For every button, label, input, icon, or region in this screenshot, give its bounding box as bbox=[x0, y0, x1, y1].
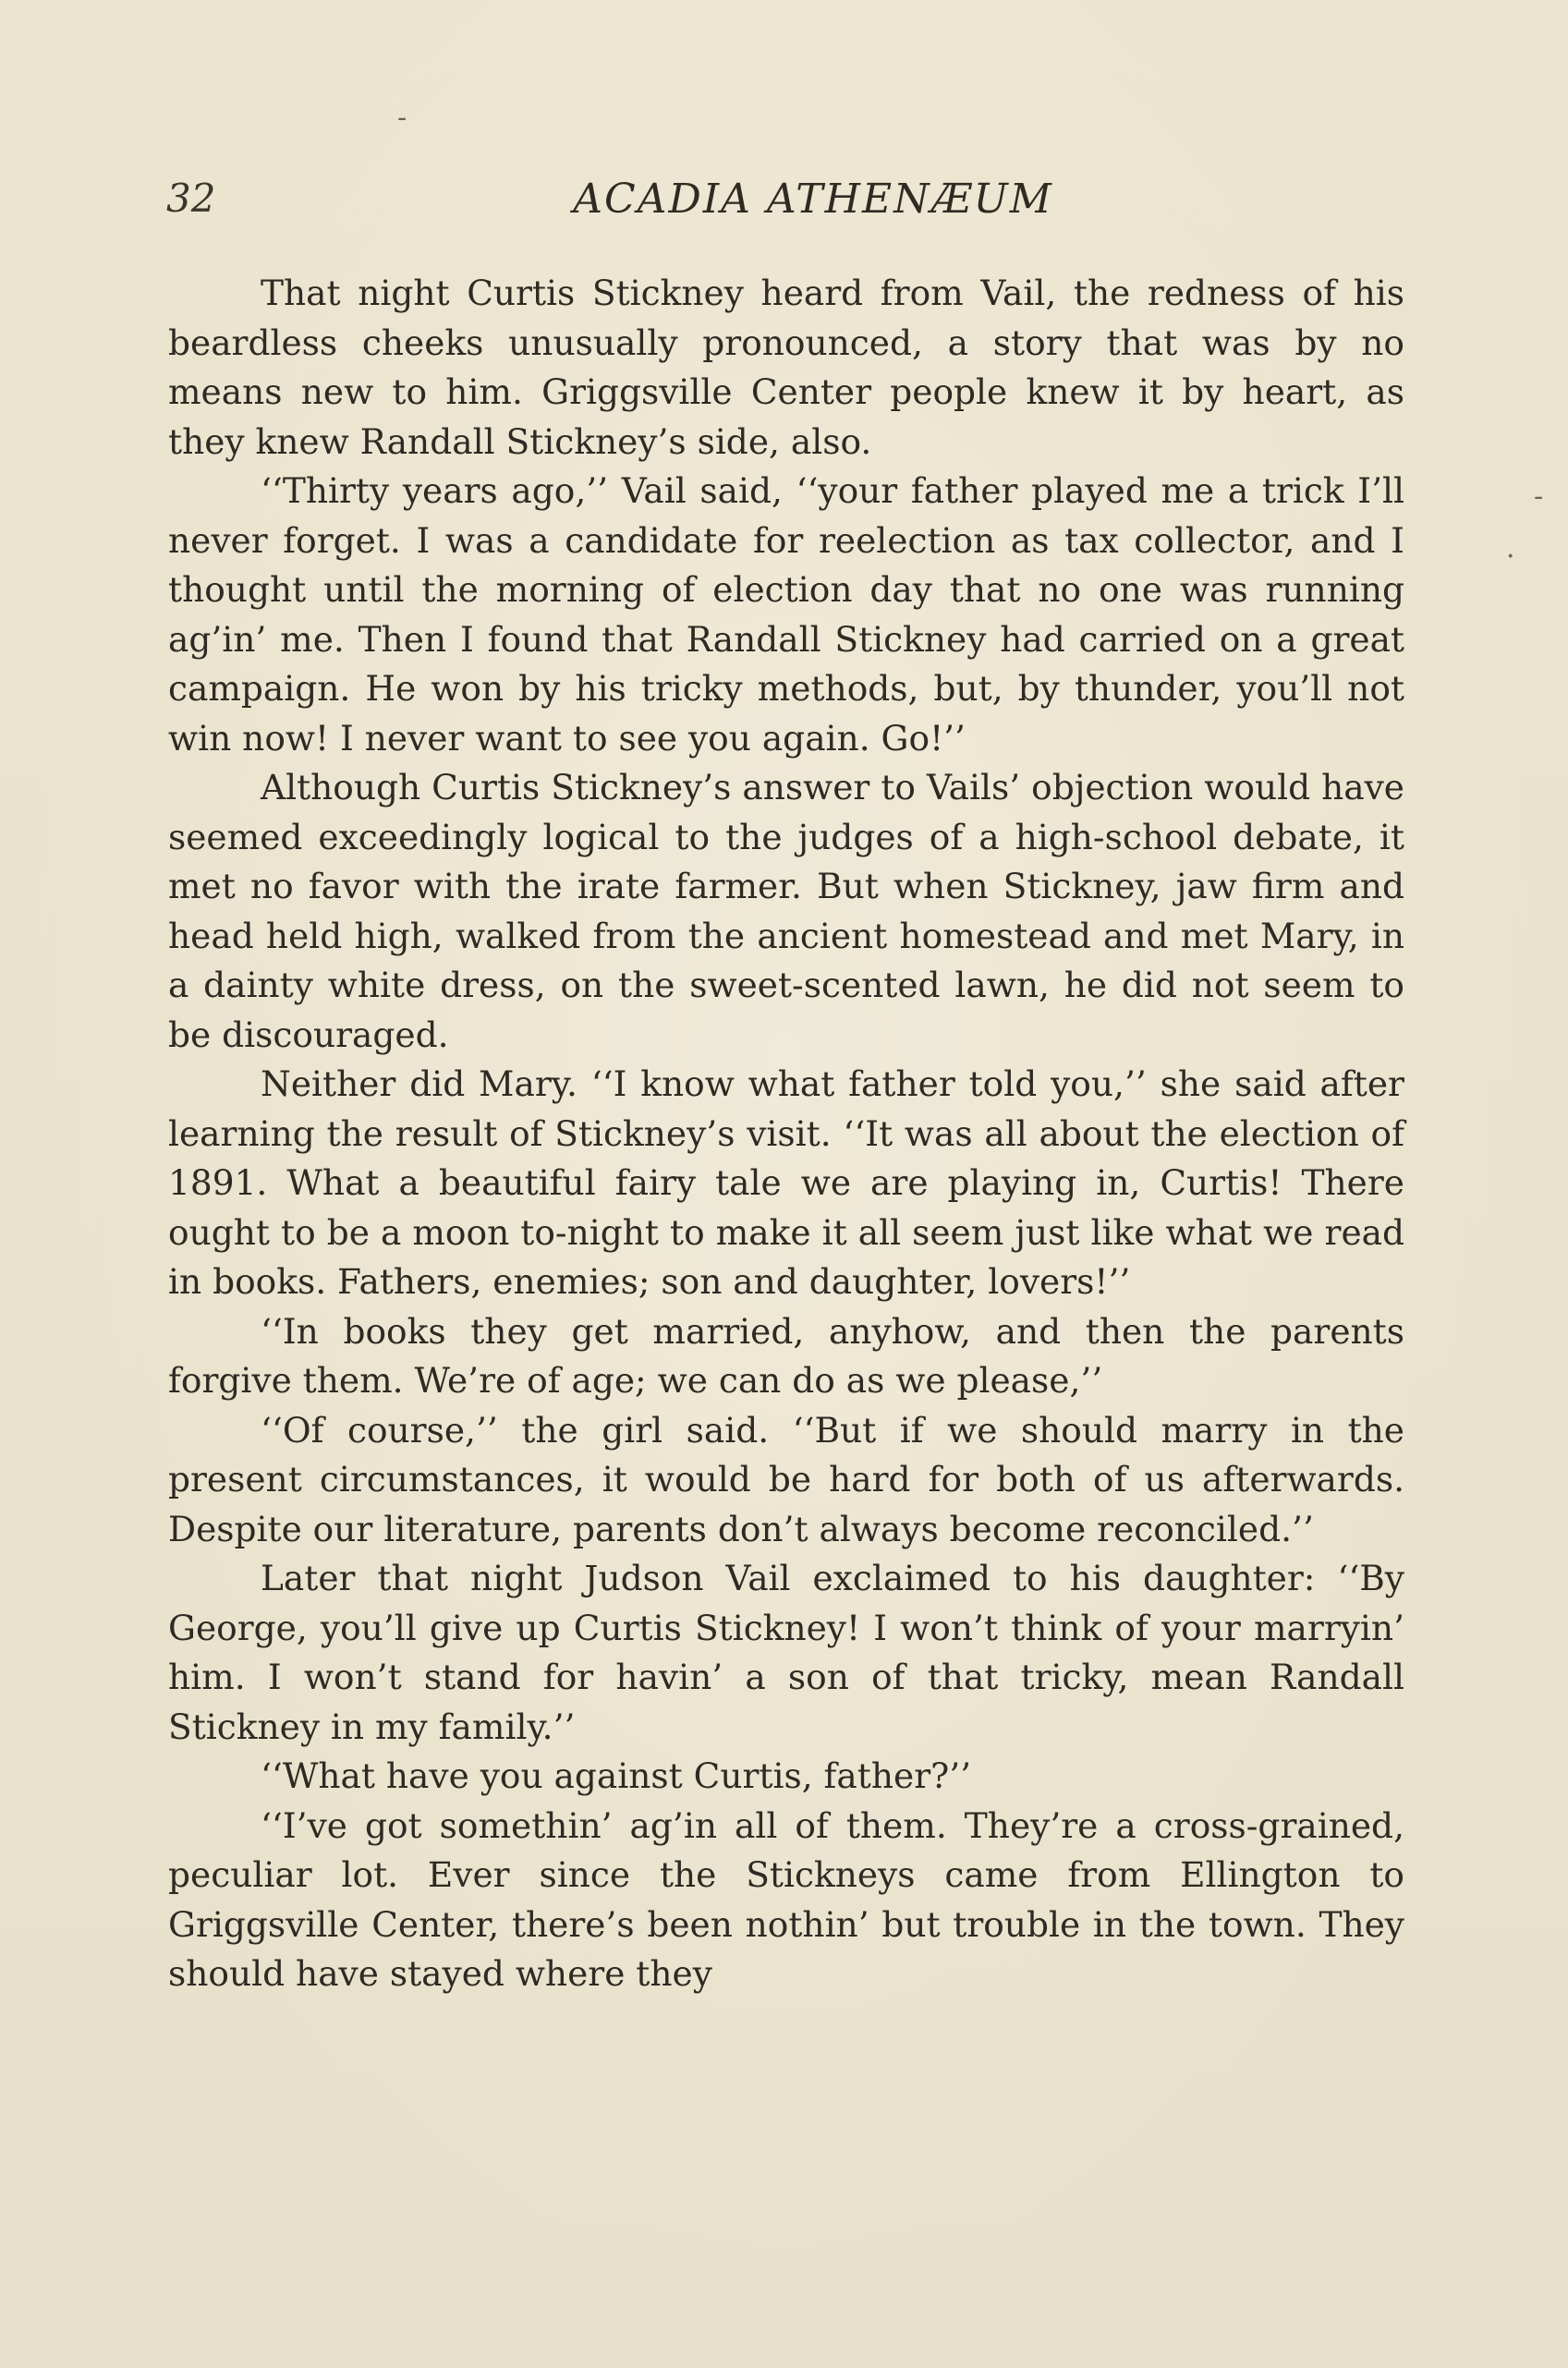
page-header bbox=[166, 176, 1404, 240]
paragraph: ‘‘I’ve got somethin’ ag’in all of them. They’re a cross-grained, peculiar lot. Ever since the Stickneys came from Ellington to Griggsville Center, there’s been nothin’ but trouble in the town. They should have stayed where they bbox=[168, 1804, 1404, 1994]
paragraph: ‘‘Of course,’’ the girl said. ‘‘But if we should marry in the present circumstances, it would be hard for both of us afterwards. Despite our literature, parents don’t always become reconciled.’’ bbox=[168, 1409, 1404, 1549]
paragraph: ‘‘In books they get married, anyhow, and then the parents forgive them. We’re of age; we can do as we please,’’ bbox=[168, 1310, 1404, 1401]
margin-speck: - bbox=[397, 102, 407, 134]
paragraph: Later that night Judson Vail exclaimed to his daughter: ‘‘By George, you’ll give up Curtis Stickney! I won’t think of your marryin’ him. I won’t stand for havin’ a son of that tricky, mean Randall Stickney in my family.’’ bbox=[168, 1558, 1404, 1747]
paragraph: That night Curtis Stickney heard from Vail, the redness of his beardless cheeks unusually pronounced, a story that was by no means new to him. Griggsville Center people knew it by heart, as they knew Randall Stickney’s side, also. bbox=[168, 273, 1404, 462]
paragraph: Although Curtis Stickney’s answer to Vails’ objection would have seemed exceedingly logical to the judges of a high-school debate, it met no favor with the irate farmer. But when Stickney, jaw firm and head held high, walked from the ancient homestead and met Mary, in a dainty white dress, on the sweet-scented lawn, he did not seem to be discouraged. bbox=[168, 767, 1404, 1055]
margin-speck: - bbox=[1534, 480, 1544, 513]
article-body bbox=[168, 269, 1404, 1999]
paragraph: Neither did Mary. ‘‘I know what father told you,’’ she said after learning the result of Stickney’s visit. ‘‘It was all about the election of 1891. What a beautiful fairy tale we are playing in, Curtis! There ought to be a moon to-night to make it all seem just like what we read in books. Fathers, enemies; son and daughter, lovers!’’ bbox=[168, 1063, 1404, 1302]
paragraph: ‘‘Thirty years ago,’’ Vail said, ‘‘your father played me a trick I’ll never forget. I was a candidate for reelection as tax collector, and I thought until the morning of election day that no one was running ag’in’ me. Then I found that Randall Stickney had carried on a great campaign. He won by his tricky methods, but, by thunder, you’ll not win now! I never want to see you again. Go!’’ bbox=[168, 470, 1404, 759]
paragraph: ‘‘What have you against Curtis, father?’’ bbox=[261, 1755, 972, 1796]
margin-speck: · bbox=[1506, 540, 1515, 573]
page-number: 32 bbox=[166, 176, 216, 221]
running-title: ACADIA ATHENÆUM bbox=[573, 176, 1053, 223]
